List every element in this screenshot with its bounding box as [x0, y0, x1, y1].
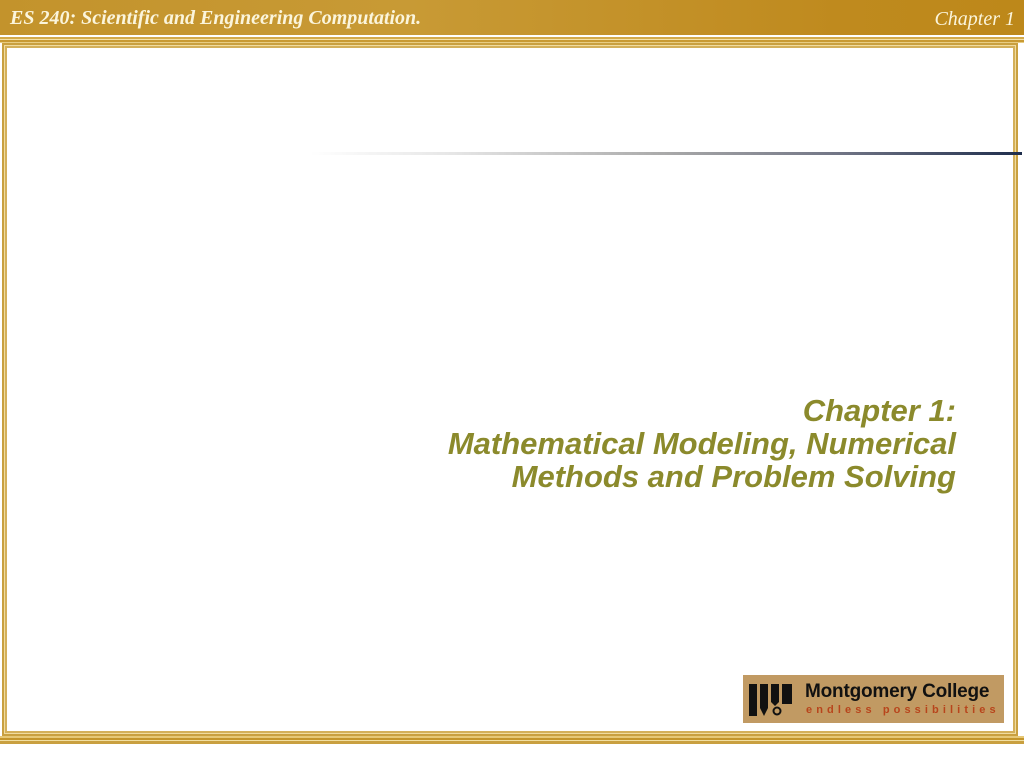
course-title: ES 240: Scientific and Engineering Computation.: [10, 7, 422, 29]
header-bar: [0, 0, 1024, 35]
logo-name: Montgomery College: [805, 681, 990, 702]
montgomery-college-logo: [743, 675, 1004, 723]
title-line-subtitle-1: Mathematical Modeling, Numerical: [447, 426, 956, 461]
bottom-divider-rule: [0, 736, 1024, 744]
title-line-subtitle-2: Methods and Problem Solving: [511, 459, 956, 494]
slide-frame: [2, 43, 1018, 736]
slide-title: [448, 394, 956, 493]
title-line-chapter: Chapter 1:: [802, 393, 956, 428]
montgomery-college-mark-icon: [749, 684, 793, 716]
logo-tagline: endless possibilities: [806, 704, 1000, 716]
accent-gradient-line: [310, 152, 1022, 155]
chapter-label: Chapter 1: [934, 8, 1015, 30]
